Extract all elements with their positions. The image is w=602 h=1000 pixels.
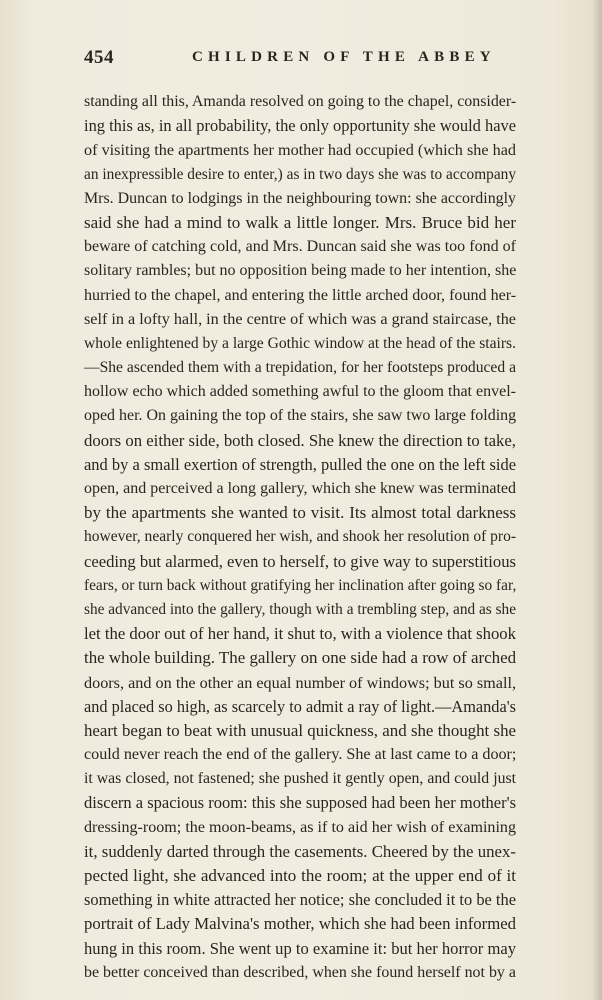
text-line: hurried to the chapel, and entering the little arched door, found her- bbox=[84, 286, 517, 304]
text-line: portrait of Lady Malvina's mother, which she had been informed bbox=[84, 914, 516, 934]
text-line: doors, and on the other an equal number of windows; but so small, bbox=[84, 673, 516, 692]
text-line: however, nearly conquered her wish, and shook her resolution of pro- bbox=[84, 528, 516, 546]
text-line: discern a spacious room: this she supposed had been her mother's bbox=[84, 793, 516, 813]
text-line: and by a small exertion of strength, pulled the one on the left side bbox=[84, 454, 516, 474]
text-line: she advanced into the gallery, though with a trembling step, and as she bbox=[84, 600, 516, 618]
text-line: of visiting the apartments her mother had occupied (which she had bbox=[84, 141, 516, 160]
text-line: ceeding but alarmed, even to herself, to give way to superstitious bbox=[84, 551, 516, 571]
text-line: hollow echo which added something awful to the gloom that envel- bbox=[84, 383, 516, 401]
text-line: an inexpressible desire to enter,) as in two days she was to accompany bbox=[84, 165, 516, 183]
text-line: solitary rambles; but no opposition being made to her intention, she bbox=[84, 262, 517, 280]
text-line: and placed so high, as scarcely to admit a ray of light.—Amanda's bbox=[84, 696, 516, 716]
text-line: by the apartments she wanted to visit. Its almost total darkness bbox=[84, 503, 516, 523]
body-text bbox=[84, 90, 516, 985]
page-number: 454 bbox=[84, 47, 114, 68]
text-line: pected light, she advanced into the room; at the upper end of it bbox=[84, 866, 516, 885]
running-head: CHILDREN OF THE ABBEY bbox=[192, 49, 496, 65]
text-line: ing this as, in all probability, the only opportunity she would have bbox=[84, 116, 516, 136]
text-line: oped her. On gaining the top of the stairs, she saw two large folding bbox=[84, 407, 517, 425]
text-line: fears, or turn back without gratifying her inclination after going so far, bbox=[84, 576, 517, 594]
text-line: Mrs. Duncan to lodgings in the neighbouring town: she accordingly bbox=[84, 189, 516, 207]
text-line: it, suddenly darted through the casements. Cheered by the unex- bbox=[84, 841, 516, 861]
text-line: said she had a mind to walk a little longer. Mrs. Bruce bid her bbox=[84, 212, 516, 232]
page-edge-shadow bbox=[592, 0, 602, 1000]
text-line: heart began to beat with unusual quickness, and she thought she bbox=[84, 720, 516, 740]
text-line: it was closed, not fastened; she pushed it gently open, and could just bbox=[84, 770, 516, 788]
text-line: could never reach the end of the gallery. She at last came to a door; bbox=[84, 746, 517, 764]
text-line: self in a lofty hall, in the centre of which was a grand staircase, the bbox=[84, 310, 516, 328]
text-line: something in white attracted her notice; she concluded it to be the bbox=[84, 890, 516, 910]
text-line: be better conceived than described, when she found herself not by a bbox=[84, 963, 516, 981]
text-line: dressing-room; the moon-beams, as if to aid her wish of examining bbox=[84, 818, 516, 836]
text-line: doors on either side, both closed. She knew the direction to take, bbox=[84, 430, 516, 450]
text-line: —She ascended them with a trepidation, for her footsteps produced a bbox=[84, 359, 516, 377]
text-line: whole enlightened by a large Gothic window at the head of the stairs. bbox=[84, 334, 516, 352]
text-line: standing all this, Amanda resolved on going to the chapel, consider- bbox=[84, 93, 517, 110]
text-line: hung in this room. She went up to examine it: but her horror may bbox=[84, 938, 516, 958]
text-line: let the door out of her hand, it shut to, with a violence that shook bbox=[84, 624, 516, 644]
text-line: the whole building. The gallery on one side had a row of arched bbox=[84, 648, 517, 668]
text-line: beware of catching cold, and Mrs. Duncan said she was too fond of bbox=[84, 238, 516, 256]
page-header bbox=[84, 47, 514, 71]
text-line: open, and perceived a long gallery, which she knew was terminated bbox=[84, 480, 516, 497]
